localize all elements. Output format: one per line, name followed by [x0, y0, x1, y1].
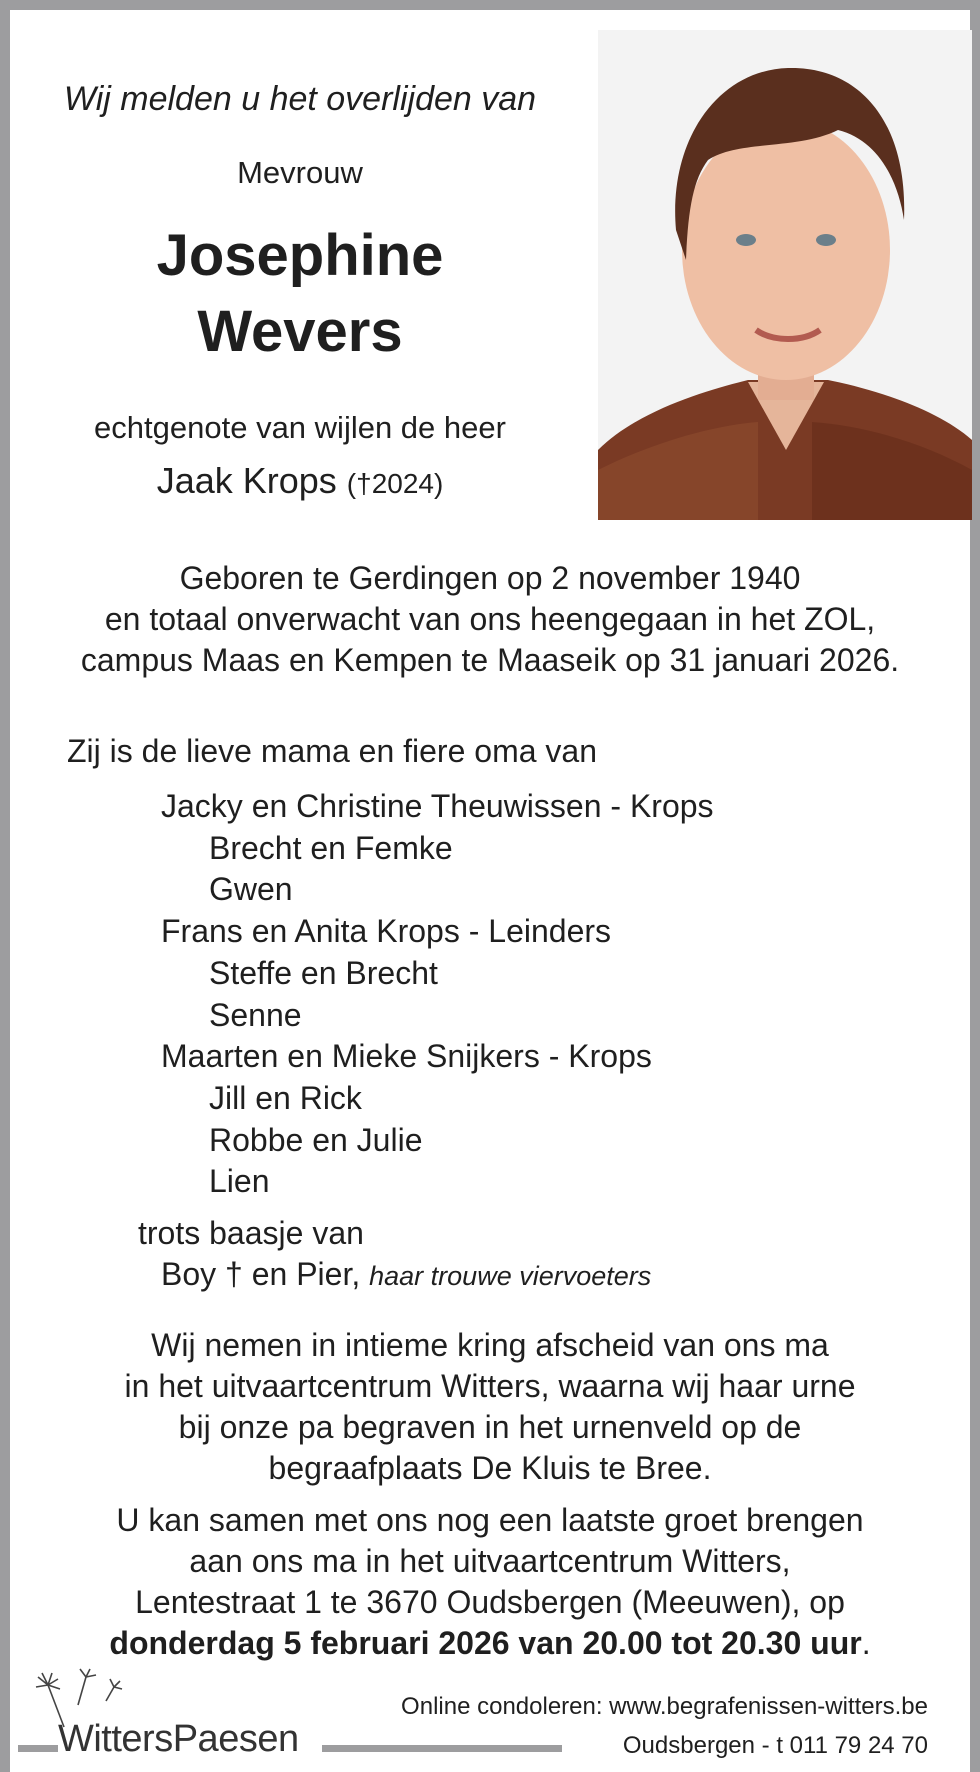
condolence-link[interactable]: Online condoleren: www.begrafenissen-witters.be	[401, 1693, 928, 1720]
birth-line-3: campus Maas en Kempen te Maaseik op 31 januari 2026.	[80, 642, 900, 678]
portrait-photo	[598, 30, 972, 520]
intro-text: Wij melden u het overlijden van	[63, 80, 537, 118]
company-logo-text: WittersPaesen	[58, 1718, 299, 1760]
frame-top	[0, 0, 980, 10]
rites-line-1: Wij nemen in intieme kring afscheid van ons ma	[151, 1327, 829, 1363]
title-text: Mevrouw	[237, 155, 363, 190]
family-line: Gwen	[209, 871, 293, 908]
family-intro: Zij is de lieve mama en fiere oma van	[67, 733, 597, 769]
frame-left	[0, 0, 10, 1772]
rites-line-4: begraafplaats De Kluis te Bree.	[268, 1450, 712, 1486]
portrait-illustration	[598, 30, 972, 520]
spouse-line	[40, 460, 560, 502]
spouse-death: (†2024)	[346, 468, 444, 499]
family-line: Lien	[209, 1163, 270, 1200]
visit-datetime: donderdag 5 februari 2026 van 20.00 tot 20.30 uur	[109, 1625, 862, 1661]
family-line: Senne	[209, 996, 302, 1033]
first-name: Josephine	[156, 223, 444, 288]
visit-period: .	[861, 1625, 871, 1661]
pets-line	[161, 1256, 651, 1293]
rites-line-2: in het uitvaartcentrum Witters, waarna wij haar urne	[124, 1368, 856, 1404]
spouse-name: Jaak Krops	[156, 460, 337, 501]
visit-line-3: Lentestraat 1 te 3670 Oudsbergen (Meeuwen), op	[135, 1584, 845, 1620]
pets-intro: trots baasje van	[138, 1215, 364, 1251]
spouse-intro: echtgenote van wijlen de heer	[94, 410, 506, 445]
deceased-name	[40, 218, 560, 370]
pets-names: Boy † en Pier,	[161, 1256, 361, 1292]
family-line: Robbe en Julie	[209, 1121, 423, 1158]
family-line: Maarten en Mieke Snijkers - Krops	[161, 1038, 652, 1075]
footer-bar-right	[322, 1745, 562, 1752]
pets-note: haar trouwe viervoeters	[369, 1261, 652, 1291]
birth-paragraph	[30, 558, 950, 681]
family-list	[161, 786, 714, 1203]
footer-bar-left	[18, 1745, 58, 1752]
visit-line-1: U kan samen met ons nog een laatste groet brengen	[116, 1502, 864, 1538]
family-line: Steffe en Brecht	[209, 954, 438, 991]
family-line: Brecht en Femke	[209, 829, 453, 866]
rites-paragraph	[30, 1325, 950, 1489]
contact-phone: Oudsbergen - t 011 79 24 70	[622, 1732, 928, 1759]
visit-paragraph	[30, 1500, 950, 1664]
birth-line-1: Geboren te Gerdingen op 2 november 1940	[179, 560, 801, 596]
birth-line-2: en totaal onverwacht van ons heengegaan in het ZOL,	[104, 601, 876, 637]
last-name: Wevers	[197, 299, 403, 364]
family-line: Frans en Anita Krops - Leinders	[161, 913, 612, 950]
family-line: Jill en Rick	[209, 1079, 362, 1116]
visit-line-4	[30, 1623, 950, 1664]
visit-line-2: aan ons ma in het uitvaartcentrum Witters,	[189, 1543, 791, 1579]
family-line: Jacky en Christine Theuwissen - Krops	[161, 788, 714, 824]
rites-line-3: bij onze pa begraven in het urnenveld op de	[178, 1409, 802, 1445]
